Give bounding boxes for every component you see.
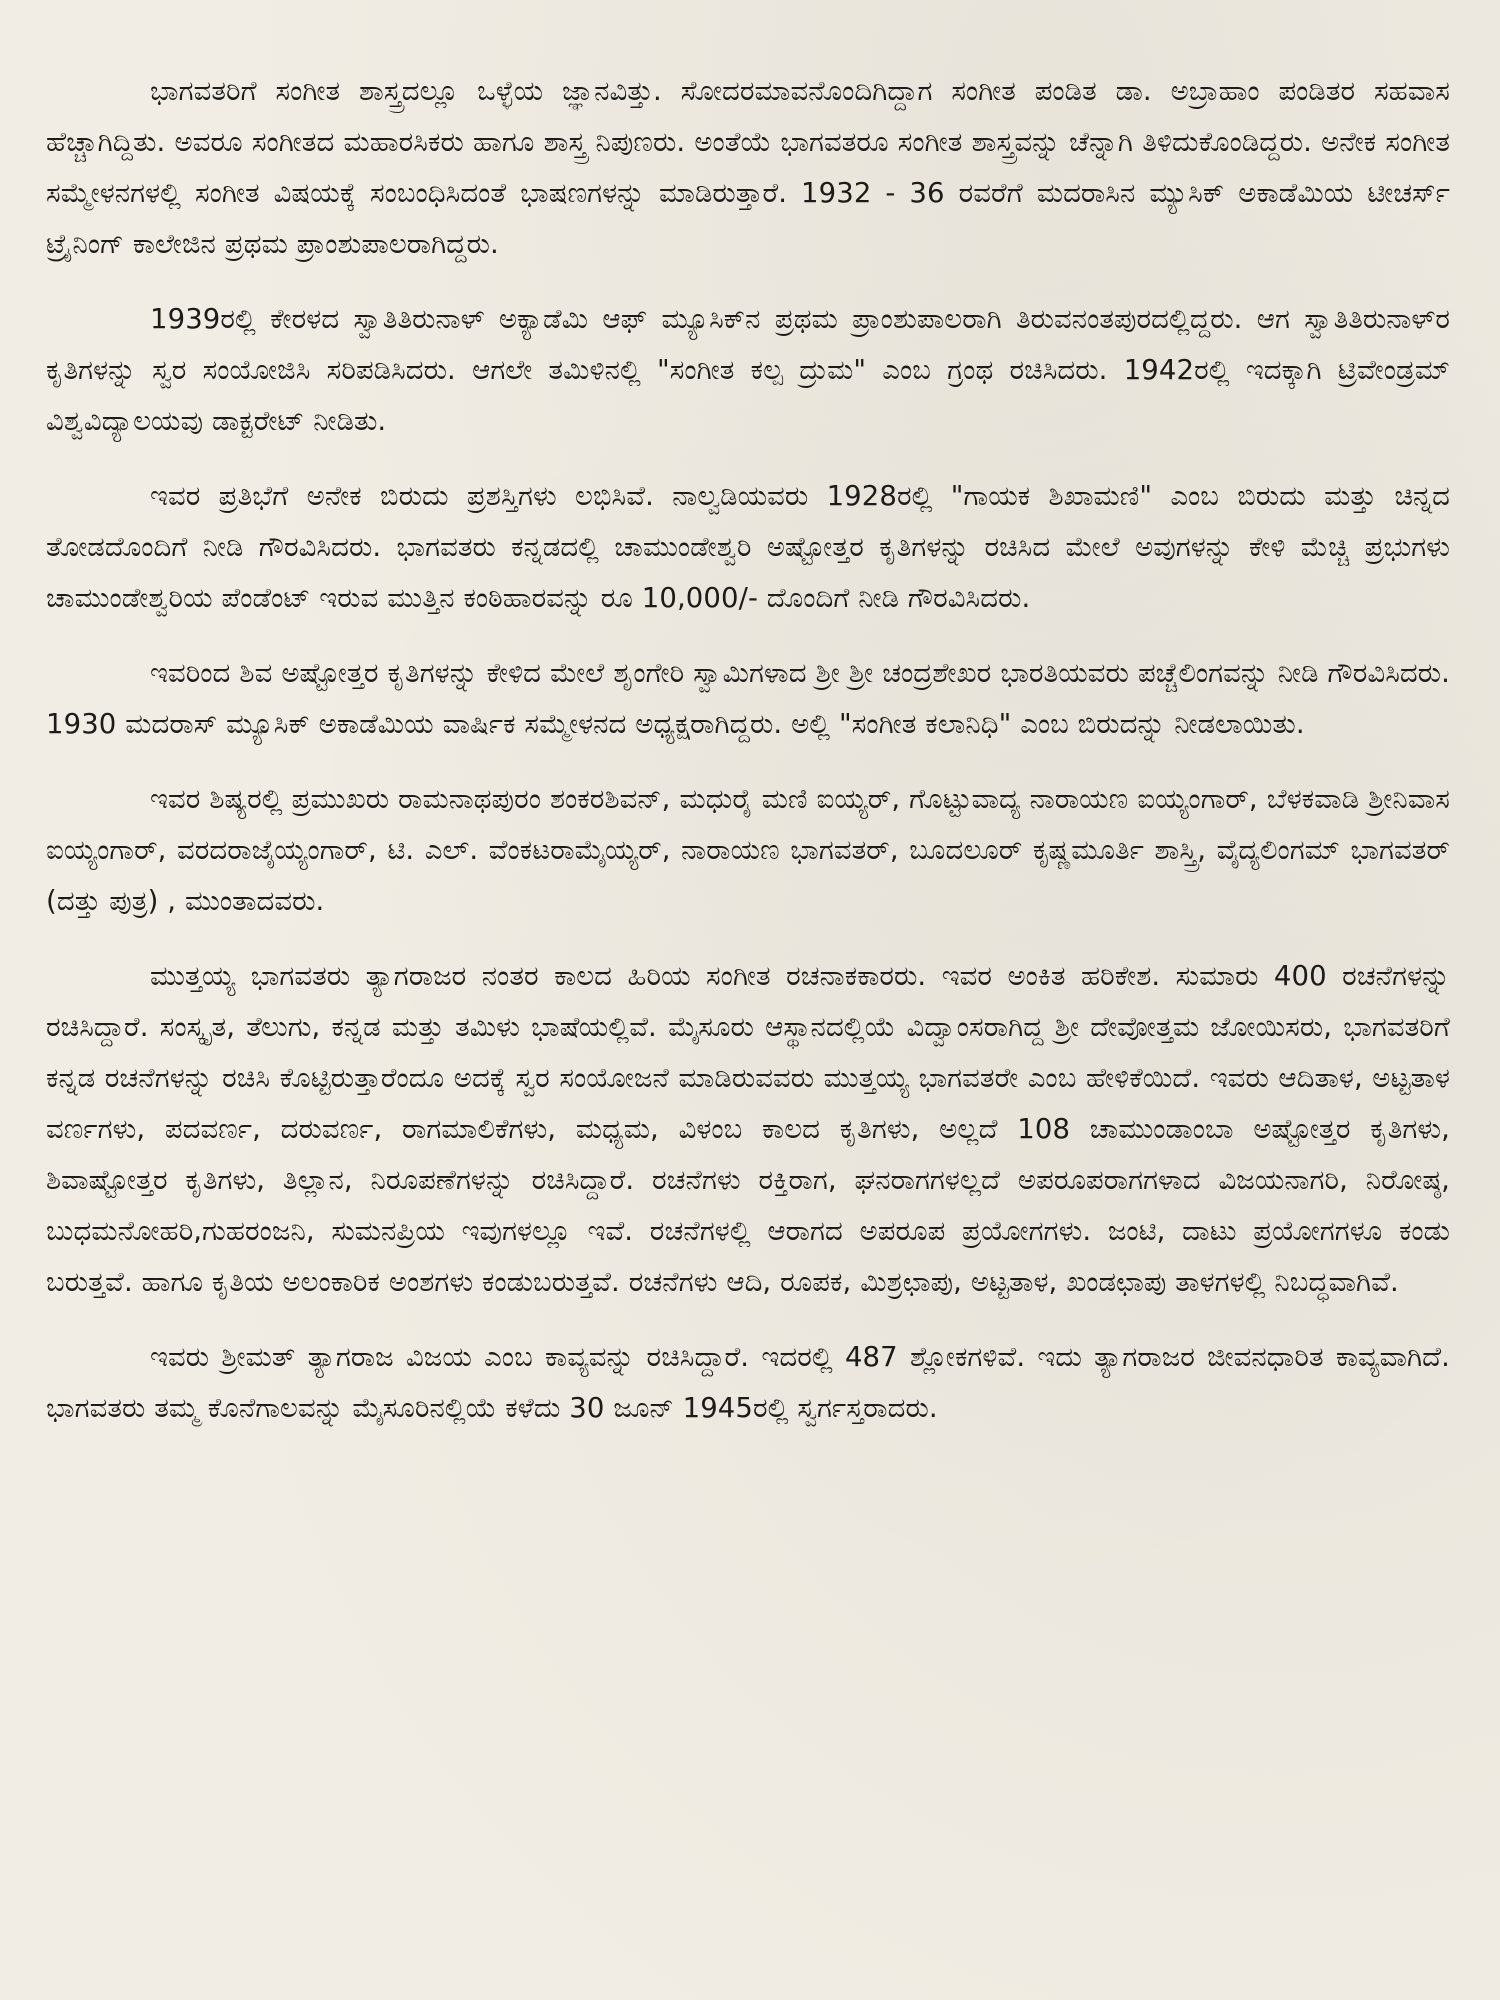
paragraph-music-theory: ಭಾಗವತರಿಗೆ ಸಂಗೀತ ಶಾಸ್ತ್ರದಲ್ಲೂ ಒಳ್ಳೆಯ ಜ್ಞಾನವಿತ್ತು. ಸೋದರಮಾವನೊಂದಿಗಿದ್ದಾಗ ಸಂಗೀತ ಪಂಡಿತ ಡಾ. ಅಬ್ರಾಹಾಂ ಪಂಡಿತರ ಸಹವಾಸ ಹೆಚ್ಚಾಗಿದ್ದಿತು. ಅವರೂ ಸಂಗೀತದ ಮಹಾರಸಿಕರು ಹಾಗೂ ಶಾಸ್ತ್ರ ನಿಪುಣರು. ಅಂತೆಯೆ ಭಾಗವತರೂ ಸಂಗೀತ ಶಾಸ್ತ್ರವನ್ನು ಚೆನ್ನಾಗಿ ತಿಳಿದುಕೊಂಡಿದ್ದರು. ಅನೇಕ ಸಂಗೀತ ಸಮ್ಮೇಳನಗಳಲ್ಲಿ ಸಂಗೀತ ವಿಷಯಕ್ಕೆ ಸಂಬಂಧಿಸಿದಂತೆ ಭಾಷಣಗಳನ್ನು ಮಾಡಿರುತ್ತಾರೆ. 1932 - 36 ರವರೆಗೆ ಮದರಾಸಿನ ಮ್ಯುಸಿಕ್ ಅಕಾಡೆಮಿಯ ಟೀಚರ್ಸ್ ಟ್ರೈನಿಂಗ್ ಕಾಲೇಜಿನ ಪ್ರಥಮ ಪ್ರಾಂಶುಪಾಲರಾಗಿದ್ದರು. — [46, 75, 1450, 260]
paragraph-compositions: ಮುತ್ತಯ್ಯ ಭಾಗವತರು ತ್ಯಾಗರಾಜರ ನಂತರ ಕಾಲದ ಹಿರಿಯ ಸಂಗೀತ ರಚನಾಕಕಾರರು. ಇವರ ಅಂಕಿತ ಹರಿಕೇಶ. ಸುಮಾರು 400 ರಚನೆಗಳನ್ನು ರಚಿಸಿದ್ದಾರೆ. ಸಂಸ್ಕೃತ, ತೆಲುಗು, ಕನ್ನಡ ಮತ್ತು ತಮಿಳು ಭಾಷೆಯಲ್ಲಿವೆ. ಮೈಸೂರು ಆಸ್ಥಾನದಲ್ಲಿಯೆ ವಿದ್ವಾಂಸರಾಗಿದ್ದ ಶ್ರೀ ದೇವೋತ್ತಮ ಜೋಯಿಸರು, ಭಾಗವತರಿಗೆ ಕನ್ನಡ ರಚನೆಗಳನ್ನು ರಚಿಸಿ ಕೊಟ್ಟಿರುತ್ತಾರೆಂದೂ ಅದಕ್ಕೆ ಸ್ವರ ಸಂಯೋಜನೆ ಮಾಡಿರುವವರು ಮುತ್ತಯ್ಯ ಭಾಗವತರೇ ಎಂಬ ಹೇಳಿಕೆಯಿದೆ. ಇವರು ಆದಿತಾಳ, ಅಟ್ಟತಾಳ ವರ್ಣಗಳು, ಪದವರ್ಣ, ದರುವರ್ಣ, ರಾಗಮಾಲಿಕೆಗಳು, ಮಧ್ಯಮ, ವಿಳಂಬ ಕಾಲದ ಕೃತಿಗಳು, ಅಲ್ಲದೆ 108 ಚಾಮುಂಡಾಂಬಾ ಅಷ್ಟೋತ್ತರ ಕೃತಿಗಳು, ಶಿವಾಷ್ಟೋತ್ತರ ಕೃತಿಗಳು, ತಿಲ್ಲಾನ, ನಿರೂಪಣೆಗಳನ್ನು ರಚಿಸಿದ್ದಾರೆ. ರಚನೆಗಳು ರಕ್ತಿರಾಗ, ಘನರಾಗಗಳಲ್ಲದೆ ಅಪರೂಪರಾಗಗಳಾದ ವಿಜಯನಾಗರಿ, ನಿರೋಷ್ಠ, ಬುಧಮನೋಹರಿ,ಗುಹರಂಜನಿ, ಸುಮನಪ್ರಿಯ ಇವುಗಳಲ್ಲೂ ಇವೆ. ರಚನೆಗಳಲ್ಲಿ ಆರಾಗದ ಅಪರೂಪ ಪ್ರಯೋಗಗಳು. ಜಂಟಿ, ದಾಟು ಪ್ರಯೋಗಗಳೂ ಕಂಡು ಬರುತ್ತವೆ. ಹಾಗೂ ಕೃತಿಯ ಅಲಂಕಾರಿಕ ಅಂಶಗಳು ಕಂಡುಬರುತ್ತವೆ. ರಚನೆಗಳು ಆದಿ, ರೂಪಕ, ಮಿಶ್ರಛಾಪು, ಅಟ್ಟತಾಳ, ಖಂಡಛಾಪು ತಾಳಗಳಲ್ಲಿ ನಿಬದ್ಧವಾಗಿವೆ. — [46, 960, 1450, 1298]
paragraph-sringeri-honour: ಇವರಿಂದ ಶಿವ ಅಷ್ಟೋತ್ತರ ಕೃತಿಗಳನ್ನು ಕೇಳಿದ ಮೇಲೆ ಶೃಂಗೇರಿ ಸ್ವಾಮಿಗಳಾದ ಶ್ರೀ ಶ್ರೀ ಚಂದ್ರಶೇಖರ ಭಾರತಿಯವರು ಪಚ್ಚೆಲಿಂಗವನ್ನು ನೀಡಿ ಗೌರವಿಸಿದರು. 1930 ಮದರಾಸ್ ಮ್ಯೂಸಿಕ್ ಅಕಾಡೆಮಿಯ ವಾರ್ಷಿಕ ಸಮ್ಮೇಳನದ ಅಧ್ಯಕ್ಷರಾಗಿದ್ದರು. ಅಲ್ಲಿ "ಸಂಗೀತ ಕಲಾನಿಧಿ" ಎಂಬ ಬಿರುದನ್ನು ನೀಡಲಾಯಿತು. — [46, 657, 1450, 740]
paragraph-titles-and-awards: ಇವರ ಪ್ರತಿಭೆಗೆ ಅನೇಕ ಬಿರುದು ಪ್ರಶಸ್ತಿಗಳು ಲಭಿಸಿವೆ. ನಾಲ್ವಡಿಯವರು 1928ರಲ್ಲಿ "ಗಾಯಕ ಶಿಖಾಮಣಿ" ಎಂಬ ಬಿರುದು ಮತ್ತು ಚಿನ್ನದ ತೋಡದೊಂದಿಗೆ ನೀಡಿ ಗೌರವಿಸಿದರು. ಭಾಗವತರು ಕನ್ನಡದಲ್ಲಿ ಚಾಮುಂಡೇಶ್ವರಿ ಅಷ್ಟೋತ್ತರ ಕೃತಿಗಳನ್ನು ರಚಿಸಿದ ಮೇಲೆ ಅವುಗಳನ್ನು ಕೇಳಿ ಮೆಚ್ಚಿ ಪ್ರಭುಗಳು ಚಾಮುಂಡೇಶ್ವರಿಯ ಪೆಂಡೆಂಟ್ ಇರುವ ಮುತ್ತಿನ ಕಂಠಿಹಾರವನ್ನು ರೂ 10,000/- ದೊಂದಿಗೆ ನೀಡಿ ಗೌರವಿಸಿದರು. — [46, 480, 1450, 614]
paragraph-final-years: ಇವರು ಶ್ರೀಮತ್ ತ್ಯಾಗರಾಜ ವಿಜಯ ಎಂಬ ಕಾವ್ಯವನ್ನು ರಚಿಸಿದ್ದಾರೆ. ಇದರಲ್ಲಿ 487 ಶ್ಲೋಕಗಳಿವೆ. ಇದು ತ್ಯಾಗರಾಜರ ಜೀವನಧಾರಿತ ಕಾವ್ಯವಾಗಿದೆ. ಭಾಗವತರು ತಮ್ಮ ಕೊನೆಗಾಲವನ್ನು ಮೈಸೂರಿನಲ್ಲಿಯೆ ಕಳೆದು 30 ಜೂನ್ 1945ರಲ್ಲಿ ಸ್ವರ್ಗಸ್ತರಾದರು. — [46, 1341, 1450, 1424]
paragraph-swathi-thirunal-academy: 1939ರಲ್ಲಿ ಕೇರಳದ ಸ್ವಾತಿತಿರುನಾಳ್ ಅಕ್ಯಾಡೆಮಿ ಆಫ್ ಮ್ಯೂಸಿಕ್‌ನ ಪ್ರಥಮ ಪ್ರಾಂಶುಪಾಲರಾಗಿ ತಿರುವನಂತಪುರದಲ್ಲಿದ್ದರು. ಆಗ ಸ್ವಾತಿತಿರುನಾಳ್‌ರ ಕೃತಿಗಳನ್ನು ಸ್ವರ ಸಂಯೋಜಿಸಿ ಸರಿಪಡಿಸಿದರು. ಆಗಲೇ ತಮಿಳಿನಲ್ಲಿ "ಸಂಗೀತ ಕಲ್ಪ ದ್ರುಮ" ಎಂಬ ಗ್ರಂಥ ರಚಿಸಿದರು. 1942ರಲ್ಲಿ ಇದಕ್ಕಾಗಿ ಟ್ರಿವೇಂಡ್ರಮ್ ವಿಶ್ವವಿದ್ಯಾಲಯವು ಡಾಕ್ಟರೇಟ್ ನೀಡಿತು. — [46, 303, 1450, 437]
paragraph-disciples: ಇವರ ಶಿಷ್ಯರಲ್ಲಿ ಪ್ರಮುಖರು ರಾಮನಾಥಪುರಂ ಶಂಕರಶಿವನ್, ಮಧುರೈ ಮಣಿ ಐಯ್ಯರ್, ಗೊಟ್ಟುವಾದ್ಯ ನಾರಾಯಣ ಐಯ್ಯಂಗಾರ್, ಬೆಳಕವಾಡಿ ಶ್ರೀನಿವಾಸ ಐಯ್ಯಂಗಾರ್, ವರದರಾಜೈಯ್ಯಂಗಾರ್, ಟಿ. ಎಲ್. ವೆಂಕಟರಾಮೈಯ್ಯರ್, ನಾರಾಯಣ ಭಾಗವತರ್, ಬೂದಲೂರ್ ಕೃಷ್ಣಮೂರ್ತಿ ಶಾಸ್ತ್ರಿ, ವೈದ್ಯಲಿಂಗಮ್ ಭಾಗವತರ್ (ದತ್ತು ಪುತ್ರ) , ಮುಂತಾದವರು. — [46, 783, 1450, 917]
